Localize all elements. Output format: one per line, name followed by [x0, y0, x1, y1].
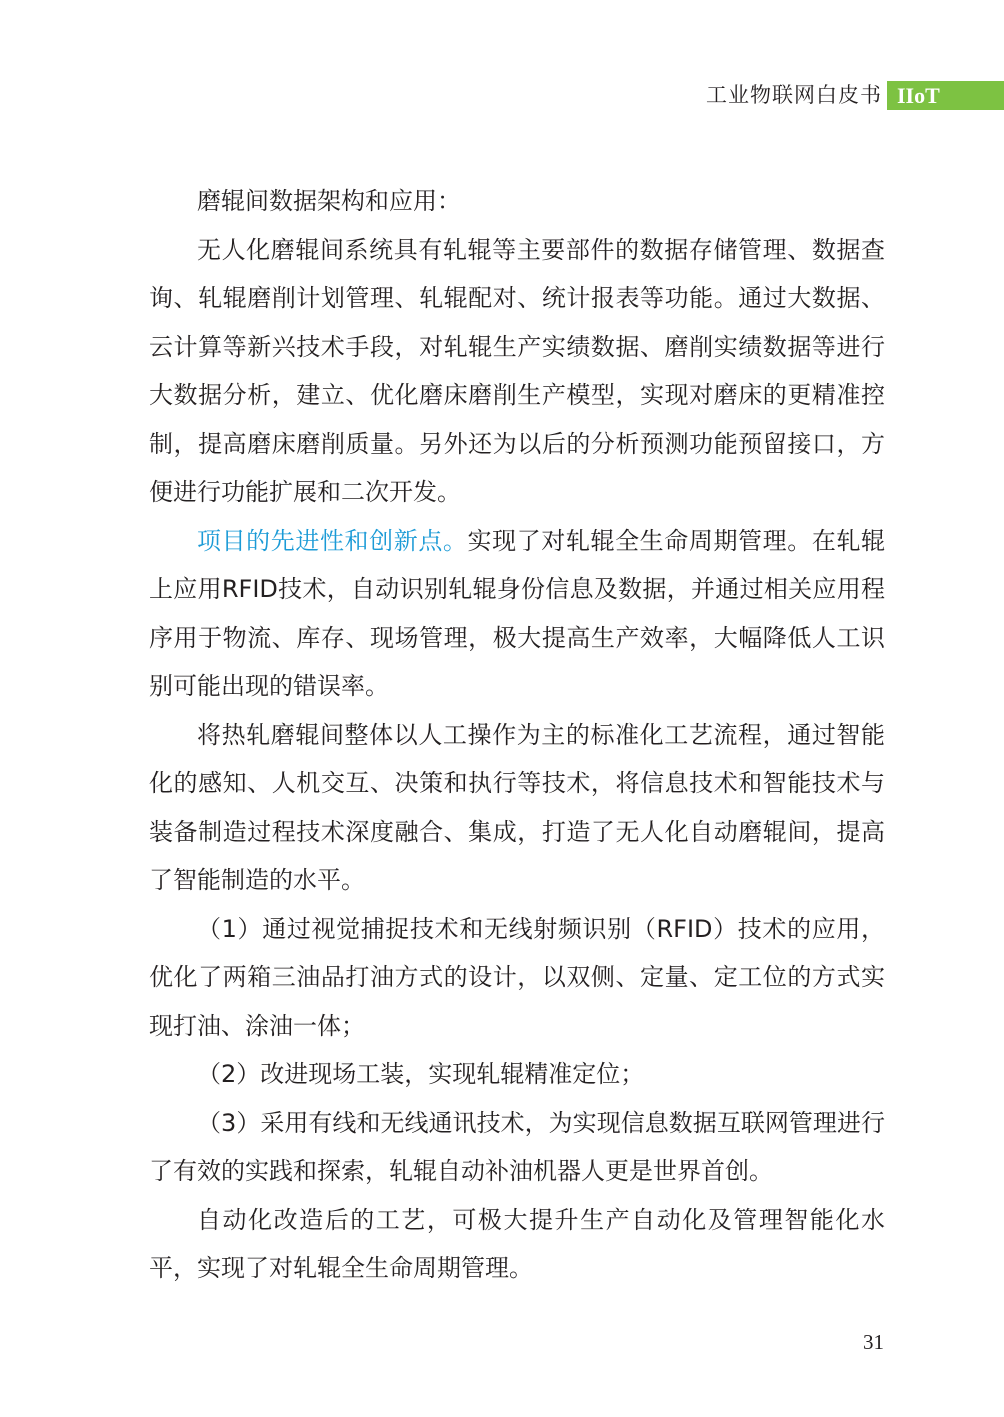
- page-body: [149, 177, 885, 1293]
- innovation-text: 实现了对轧辊全生命周期管理。在轧辊上应用RFID技术，自动识别轧辊身份信息及数据，并通过相关应用程序用于物流、库存、现场管理，极大提高生产效率，大幅降低人工识别可能出现的错误率。: [149, 526, 886, 700]
- book-title: 工业物联网白皮书: [706, 83, 882, 107]
- paragraph-data-architecture-heading: 磨辊间数据架构和应用：: [197, 187, 461, 215]
- list-item-3: （3）采用有线和无线通讯技术，为实现信息数据互联网管理进行了有效的实践和探索，轧辊自动补油机器人更是世界首创。: [149, 1108, 885, 1185]
- paragraph-process-integration: 将热轧磨辊间整体以人工操作为主的标准化工艺流程，通过智能化的感知、人机交互、决策和执行等技术，将信息技术和智能技术与装备制造过程技术深度融合、集成，打造了无人化自动磨辊间，提高了智能制造的水平。: [149, 720, 885, 894]
- page-number: 31: [863, 1330, 884, 1354]
- innovation-heading: 项目的先进性和创新点。: [197, 526, 468, 555]
- paragraph-conclusion: 自动化改造后的工艺，可极大提升生产自动化及管理智能化水平，实现了对轧辊全生命周期管理。: [149, 1205, 885, 1282]
- iiot-badge: IIoT: [887, 81, 1004, 110]
- list-item-1: （1）通过视觉捕捉技术和无线射频识别（RFID）技术的应用，优化了两箱三油品打油方式的设计，以双侧、定量、定工位的方式实现打油、涂油一体；: [149, 914, 885, 1040]
- paragraph-innovation: [149, 517, 885, 711]
- paragraph-system-functions: 无人化磨辊间系统具有轧辊等主要部件的数据存储管理、数据查询、轧辊磨削计划管理、轧辊配对、统计报表等功能。通过大数据、云计算等新兴技术手段，对轧辊生产实绩数据、磨削实绩数据等进行大数据分析，建立、优化磨床磨削生产模型，实现对磨床的更精准控制，提高磨床磨削质量。另外还为以后的分析预测功能预留接口，方便进行功能扩展和二次开发。: [149, 235, 885, 506]
- list-item-2: （2）改进现场工装，实现轧辊精准定位；: [197, 1060, 645, 1088]
